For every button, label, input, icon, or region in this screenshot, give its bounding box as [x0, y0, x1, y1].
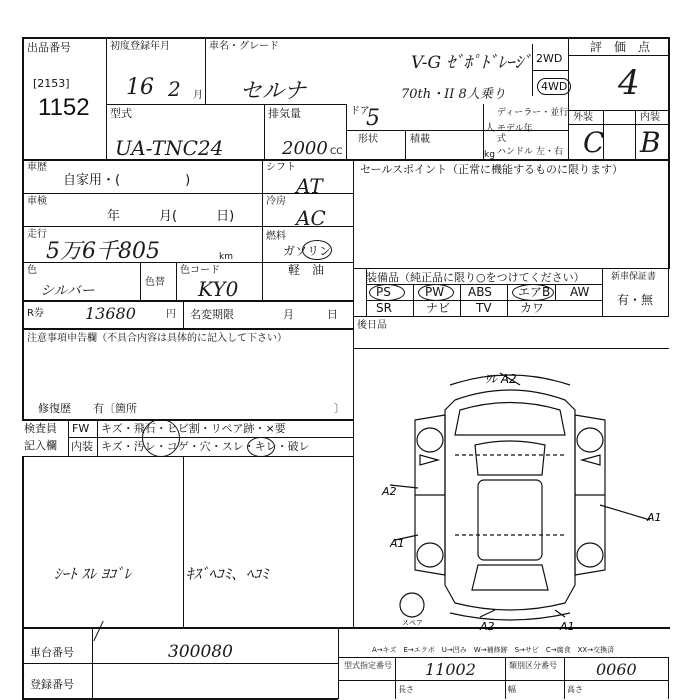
size-length: 長さ — [398, 685, 414, 694]
car-diagram — [360, 355, 670, 630]
equip-sr: SR — [376, 301, 392, 315]
displacement-value: 2000 — [282, 138, 328, 159]
equipment-label: 装備品（純正品に限り○をつけてください） — [366, 271, 585, 284]
reg-month: 2 — [168, 77, 181, 101]
equip-pw: PW — [425, 285, 445, 299]
dealer-label: ディーラー・並行 — [497, 108, 569, 118]
lot-number: 1152 — [38, 94, 90, 121]
ext-label: 外装 — [573, 112, 593, 123]
lot-label: 出品番号 — [27, 41, 71, 54]
diagram-mark-a2-bottom: A2 — [480, 620, 495, 630]
equip-airbag: エアB — [518, 285, 551, 299]
circle-ps — [369, 284, 405, 301]
equip-leather: カワ — [520, 301, 545, 315]
chassis-value: 300080 — [168, 642, 233, 662]
passenger-unit: 人 — [485, 123, 495, 134]
notice-label: 注意事項申告欄（不具合内容は具体的に記入して下さい） — [27, 333, 287, 344]
model-value: UA-TNC24 — [115, 136, 224, 160]
damage-legend: A→キズ E→エクボ U→凹み W→補修跡 S→サビ C→腐食 XX→交換済 — [372, 646, 615, 654]
first-reg-label: 初度登録年月 — [110, 41, 170, 52]
color-value: シルバー — [40, 283, 95, 299]
history-label: 車歴 — [27, 162, 47, 173]
kg-unit: kg — [484, 150, 495, 160]
new-cert-label: 新車保証書 — [611, 272, 657, 282]
month-unit: 月 — [193, 90, 203, 101]
cc-unit: CC — [330, 147, 343, 157]
name-change-value: 月 日 — [283, 308, 338, 321]
grade-score: 4 — [618, 63, 640, 103]
circle-pw — [418, 284, 454, 301]
equip-aw: AW — [570, 285, 590, 299]
diagram-mark-a2-left: A2 — [382, 485, 397, 498]
entry-label: 記入欄 — [24, 439, 57, 452]
color-code-value: KY0 — [198, 277, 239, 301]
class-number-label: 類別区分番号 — [509, 661, 557, 670]
remark-left: ｼｰﾄ ｽﾚ ﾖｺﾞﾚ — [54, 565, 132, 583]
shift-value: AT — [296, 174, 323, 198]
type-number-value: 11002 — [425, 660, 476, 679]
inspector-label: 検査員 — [24, 422, 57, 435]
history-value: 自家用・( ) — [63, 173, 191, 188]
size-width: 幅 — [508, 685, 516, 694]
handle-label: ハンドル — [497, 147, 534, 157]
mileage-value: 5万6千805 — [46, 239, 160, 264]
recycle-label: R券 — [27, 308, 44, 319]
shift-label: シフト — [266, 162, 296, 173]
car-name: セルナ — [240, 79, 307, 104]
diagram-mark-a1-left: A1 — [390, 537, 405, 550]
fuel-label: 燃料 — [266, 231, 286, 242]
lot-code: [2153] — [33, 77, 70, 90]
chassis-label: 車台番号 — [30, 646, 74, 659]
equip-tv: TV — [476, 301, 492, 315]
handle-options: 左・右 — [536, 147, 564, 157]
ac-value: AC — [296, 206, 326, 230]
ext-score: C — [583, 126, 605, 159]
circle-airbag — [512, 284, 554, 301]
diagram-mark-a1-bottom: A1 — [560, 620, 575, 630]
shape-label: 形状 — [358, 134, 378, 145]
fuel-gas: ガソリン — [283, 244, 332, 258]
interior-items: キズ・汚レ・コゲ・穴・スレ・キレ・破レ — [101, 440, 310, 453]
diagram-top-note: ﾜﾚ A2 — [485, 372, 517, 386]
color-code-label: 色コード — [180, 265, 220, 276]
fw-label: FW — [72, 422, 90, 435]
km-unit: km — [219, 252, 233, 262]
remark-right: ｷｽﾞﾍｺﾐ、ﾍｺﾐ — [186, 565, 269, 583]
inspection-label: 車検 — [27, 196, 47, 207]
sales-label: セールスポイント（正常に機能するものに限ります） — [360, 163, 624, 176]
model-label: 型式 — [110, 107, 132, 120]
ac-label: 冷房 — [266, 196, 286, 207]
repair-close: 〕 — [334, 402, 345, 415]
door-label: ドア — [350, 106, 370, 117]
drive-4wd: 4WD — [537, 78, 571, 95]
int-label: 内装 — [640, 112, 660, 123]
diagram-mark-a1-right: A1 — [647, 511, 662, 524]
drive-2wd: 2WD — [536, 52, 563, 65]
name-change-label: 名変期限 — [190, 308, 234, 321]
class-number-value: 0060 — [596, 660, 637, 679]
spec-note: 70th・II 8人乗り — [401, 87, 506, 102]
model-year-label: モデル年式 — [497, 124, 533, 144]
car-name-label: 車名・グレード — [209, 41, 279, 52]
grade-label: 評 価 点 — [590, 40, 651, 54]
fuel-circle — [302, 240, 332, 260]
fuel-diesel: 軽 油 — [288, 263, 325, 277]
equip-ps: PS — [376, 285, 391, 299]
new-cert-value: 有・無 — [617, 293, 654, 307]
grade-handwritten: V-G ｾﾞﾎﾟﾄﾞﾚｰｼﾞ — [411, 53, 532, 73]
load-label: 積載 — [410, 134, 430, 145]
equip-abs: ABS — [468, 285, 492, 299]
yen-unit: 円 — [166, 309, 176, 320]
recycle-value: 13680 — [85, 304, 136, 323]
delivery-label: 後日品 — [357, 320, 387, 331]
color-label: 色 — [27, 265, 37, 276]
spare-label: スペア — [402, 619, 423, 627]
equip-navi: ナビ — [426, 301, 451, 315]
circle-wear — [247, 437, 275, 457]
reg-year: 16 — [126, 75, 154, 100]
registration-label: 登録番号 — [30, 678, 74, 691]
inspection-value: 年 月( 日) — [107, 209, 235, 224]
displacement-label: 排気量 — [268, 107, 301, 120]
circle-chip — [142, 419, 180, 457]
fw-items: キズ・飛石・ヒビ割・リペア跡・×要 — [101, 422, 286, 435]
repair-label: 修復歴 有〔箇所 — [38, 402, 137, 415]
chassis-mark — [93, 621, 103, 641]
int-score: B — [640, 126, 661, 159]
color-sub-label: 色替 — [145, 277, 165, 288]
interior-label: 内装 — [71, 440, 93, 453]
type-number-label: 型式指定番号 — [344, 661, 392, 670]
mileage-label: 走行 — [27, 229, 47, 240]
door-value: 5 — [366, 106, 380, 131]
size-height: 高さ — [567, 685, 583, 694]
